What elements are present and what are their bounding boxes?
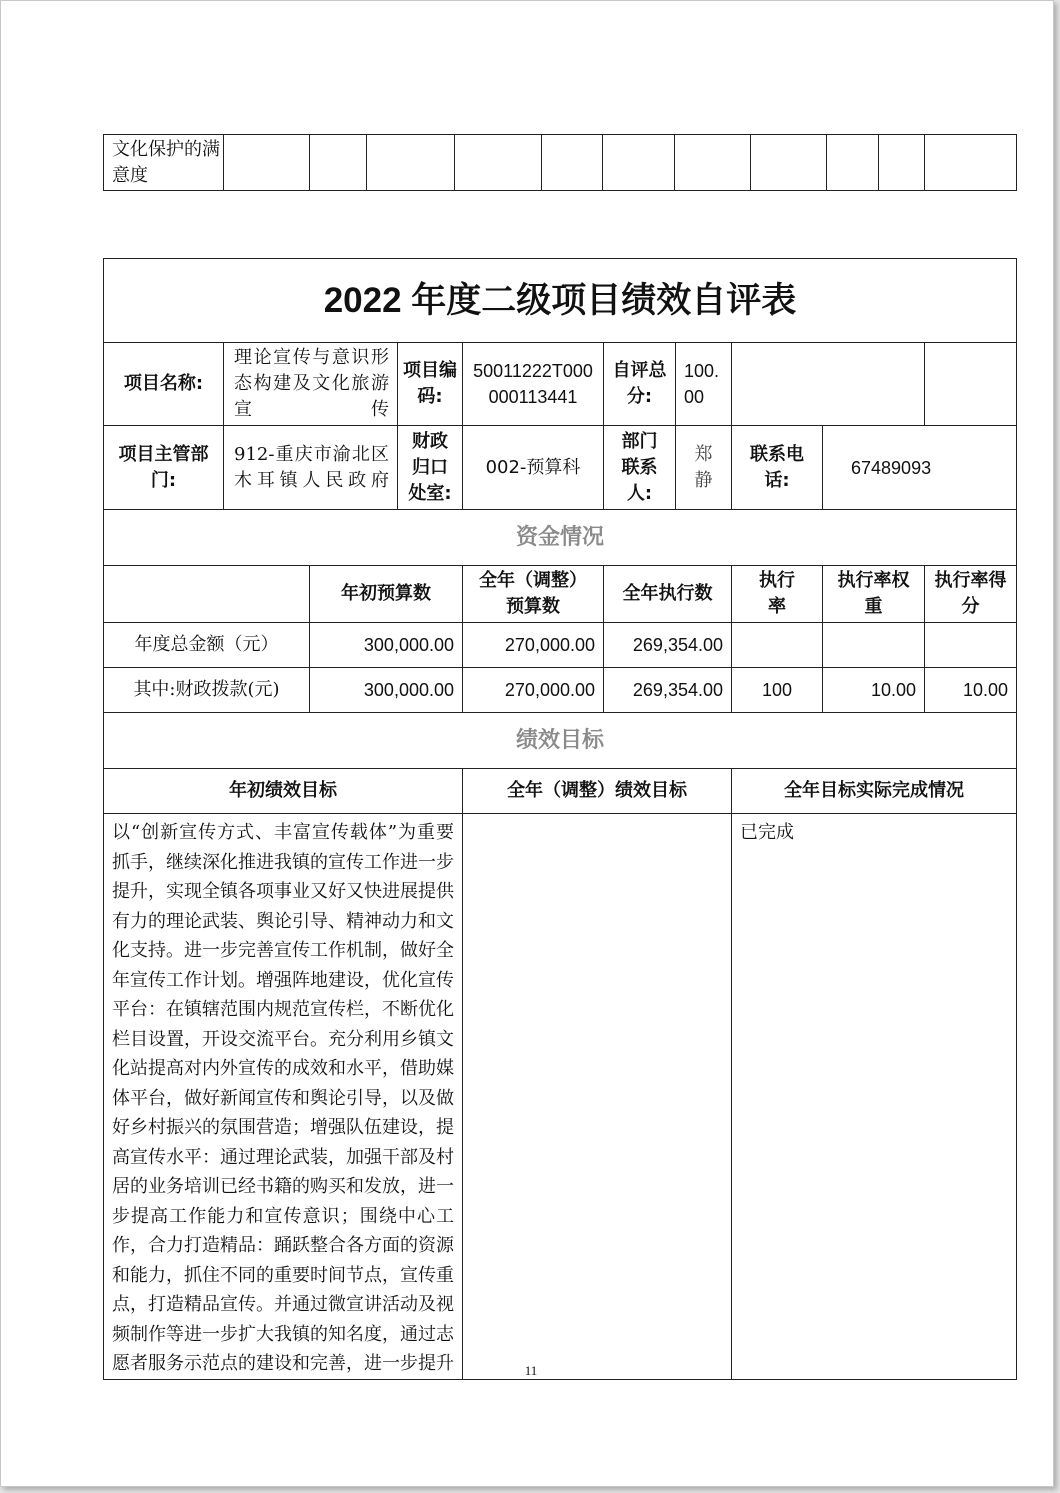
- project-code-value: 50011222T000000113441: [463, 343, 604, 426]
- row-total-rate: [732, 623, 823, 668]
- satisfaction-label: 文化保护的满意度: [104, 135, 224, 191]
- row-total-executed: 269,354.00: [604, 623, 732, 668]
- finance-office-value: 002-预算科: [463, 426, 604, 510]
- row-total-label: 年度总金额（元）: [104, 623, 310, 668]
- row-fiscal-rate: 100: [732, 668, 823, 713]
- project-name-label: 项目名称:: [104, 343, 224, 426]
- row-total-adjusted: 270,000.00: [463, 623, 604, 668]
- header-exec-rate: 执行率: [732, 566, 823, 623]
- row-total-score: [925, 623, 1017, 668]
- phone-value: 67489093: [823, 426, 1017, 510]
- adjusted-target-text: [463, 814, 732, 1380]
- project-name-value: 理论宣传与意识形态构建及文化旅游宣传: [224, 343, 398, 426]
- phone-label: 联系电话:: [732, 426, 823, 510]
- dept-value: 912-重庆市渝北区木耳镇人民政府: [224, 426, 398, 510]
- row-fiscal-weight: 10.00: [823, 668, 925, 713]
- row-fiscal-score: 10.00: [925, 668, 1017, 713]
- actual-status-text: 已完成: [732, 814, 1017, 1380]
- performance-section-title: 绩效目标: [104, 713, 1017, 769]
- row-fiscal-initial: 300,000.00: [310, 668, 463, 713]
- dept-label: 项目主管部门:: [104, 426, 224, 510]
- header-initial-target: 年初绩效目标: [104, 769, 463, 814]
- row-fiscal-adjusted: 270,000.00: [463, 668, 604, 713]
- header-rate-weight: 执行率权重: [823, 566, 925, 623]
- project-code-label: 项目编码:: [398, 343, 463, 426]
- row-fiscal-executed: 269,354.00: [604, 668, 732, 713]
- page-number: 11: [524, 1363, 538, 1378]
- prev-table-fragment: [103, 134, 1017, 191]
- header-adjusted-target: 全年（调整）绩效目标: [463, 769, 732, 814]
- row-total-weight: [823, 623, 925, 668]
- header-actual-status: 全年目标实际完成情况: [732, 769, 1017, 814]
- finance-office-label: 财政归口处室:: [398, 426, 463, 510]
- funds-section-title: 资金情况: [104, 510, 1017, 566]
- row-total-initial: 300,000.00: [310, 623, 463, 668]
- evaluation-form: [103, 258, 1017, 1380]
- header-executed: 全年执行数: [604, 566, 732, 623]
- header-initial-budget: 年初预算数: [310, 566, 463, 623]
- initial-target-text: 以“创新宣传方式、丰富宣传载体”为重要抓手，继续深化推进我镇的宣传工作进一步提升，实现全镇各项事业又好又快进展提供有力的理论武装、舆论引导、精神动力和文化支持。进一步完善宣传工作机制，做好全年宣传工作计划。增强阵地建设，优化宣传平台：在镇辖范围内规范宣传栏，不断优化栏目设置，开设交流平台。充分利用乡镇文化站提高对内外宣传的成效和水平，借助媒体平台，做好新闻宣传和舆论引导，以及做好乡村振兴的氛围营造；增强队伍建设，提高宣传水平：通过理论武装，加强干部及村居的业务培训已经书籍的购买和发放，进一步提高工作能力和宣传意识；围绕中心工作，合力打造精品：踊跃整合各方面的资源和能力，抓住不同的重要时间节点，宣传重点，打造精品宣传。并通过微宣讲活动及视频制作等进一步扩大我镇的知名度，通过志愿者服务示范点的建设和完善，进一步提升: [104, 814, 463, 1380]
- self-score-value: 100.00: [676, 343, 732, 426]
- contact-label: 部门联系人:: [604, 426, 676, 510]
- self-score-label: 自评总分:: [604, 343, 676, 426]
- header-rate-score: 执行率得分: [925, 566, 1017, 623]
- header-adjusted-budget: 全年（调整）预算数: [463, 566, 604, 623]
- form-title: 2022 年度二级项目绩效自评表: [104, 259, 1017, 343]
- contact-value: 郑静: [676, 426, 732, 510]
- row-fiscal-label: 其中:财政拨款(元): [104, 668, 310, 713]
